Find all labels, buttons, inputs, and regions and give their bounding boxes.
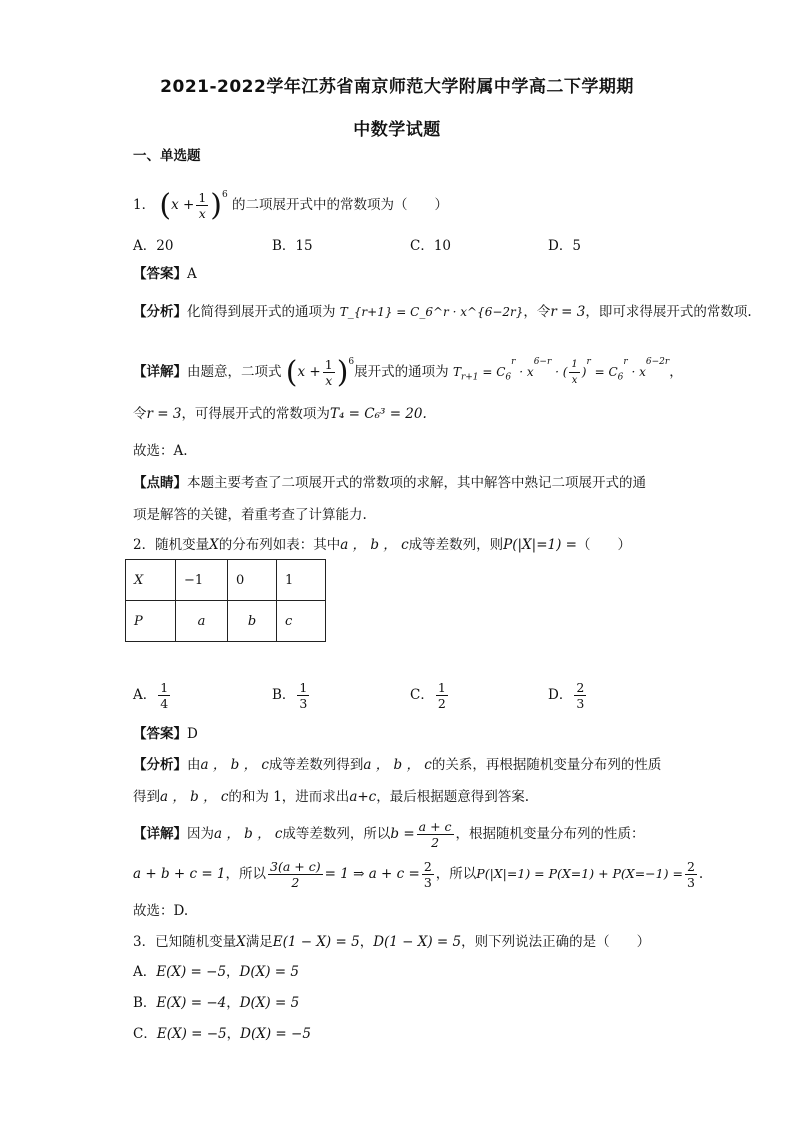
q1-number: 1．	[133, 197, 156, 213]
q1-detail: 【详解】由题意，二项式 (x + $\frac{1}{x}$ )$^6$展开式的通项为 $T_{r+1} = C_6^r \cdot x^{6-r}$ · ( $\frac{1}{x}$ )$^r = C_6^r \cdot x^{6-2r}$，	[133, 354, 683, 390]
table-cell: 1	[277, 560, 326, 601]
q2-analysis-line2: 得到a ， b ， c的和为 1，进而求出a+c，最后根据题意得到答案.	[133, 789, 530, 805]
table-cell: −1	[176, 560, 228, 601]
q1-option-a: A．20	[133, 238, 174, 254]
q2-detail-line2: a + b + c = 1，所以 $\frac{3(a + c)}{2}$ = 1 ⇒ a + c = $\frac{2}{3}$ ，所以P(|X|=1) = P(X=1) + P(X=−1) = $\frac{2}{3}$ .	[133, 859, 704, 890]
table-row	[126, 560, 326, 601]
q1-option-c: C．10	[410, 238, 452, 254]
q1-stem-text: 的二项展开式中的常数项为（ ）	[232, 197, 449, 213]
table-cell: b	[228, 601, 277, 642]
q1-conclusion: 故选：A.	[133, 443, 188, 459]
q1-analysis: 【分析】化简得到展开式的通项为 T_{r+1} = C_6^r · x^{6−2r}，令r = 3，即可求得展开式的常数项.	[133, 304, 752, 320]
q2-distribution-table	[125, 559, 326, 642]
page-title-line1: 2021-2022学年江苏省南京师范大学附属中学高二下学期期	[160, 77, 634, 97]
table-cell: c	[277, 601, 326, 642]
table-cell: P	[126, 601, 176, 642]
q1-option-b: B．15	[272, 238, 313, 254]
section-heading: 一、单选题	[133, 148, 201, 164]
q2-conclusion: 故选：D.	[133, 903, 189, 919]
q2-option-b: B． $\frac{1}{3}$	[272, 680, 308, 711]
q2-detail-line1: 【详解】因为a ， b ， c成等差数列，所以b = $\frac{a + c}{2}$ ，根据随机变量分布列的性质：	[133, 819, 645, 850]
q2-option-c: C． $\frac{1}{2}$	[410, 680, 446, 711]
table-cell: a	[176, 601, 228, 642]
q1-binomial: (x + $\frac{1}{x}$ )$^6$	[159, 187, 228, 223]
q2-analysis-line1: 【分析】由a ， b ， c成等差数列得到a ， b ， c的关系，再根据随机变量分布列的性质	[133, 757, 662, 773]
q3-option-c: C．E(X) = −5，D(X) = −5	[133, 1026, 311, 1042]
q1-comment-line1: 【点睛】本题主要考查了二项展开式的常数项的求解，其中解答中熟记二项展开式的通	[133, 475, 646, 491]
q1-option-d: D．5	[548, 238, 581, 254]
table-cell: 0	[228, 560, 277, 601]
q3-stem: 3．已知随机变量X满足E(1 − X) = 5，D(1 − X) = 5，则下列说法正确的是（ ）	[133, 934, 651, 950]
q3-option-b: B．E(X) = −4，D(X) = 5	[133, 995, 300, 1011]
q1-detail-line2: 令r = 3，可得展开式的常数项为T₄ = C₆³ = 20.	[133, 406, 427, 422]
q2-option-a: A． $\frac{1}{4}$	[133, 680, 169, 711]
q3-option-a: A．E(X) = −5，D(X) = 5	[133, 964, 299, 980]
table-cell: X	[126, 560, 176, 601]
q1-answer: 【答案】A	[133, 266, 197, 282]
q2-stem: 2．随机变量X的分布列如表：其中a ， b ， c成等差数列，则P(|X|=1) =（ ）	[133, 537, 631, 553]
page-title-line2: 中数学试题	[353, 120, 441, 140]
q2-option-d: D． $\frac{2}{3}$	[548, 680, 585, 711]
q1-stem	[133, 178, 448, 222]
q1-comment-line2: 项是解答的关键，着重考查了计算能力.	[133, 507, 367, 523]
q2-answer: 【答案】D	[133, 726, 198, 742]
table-row	[126, 601, 326, 642]
